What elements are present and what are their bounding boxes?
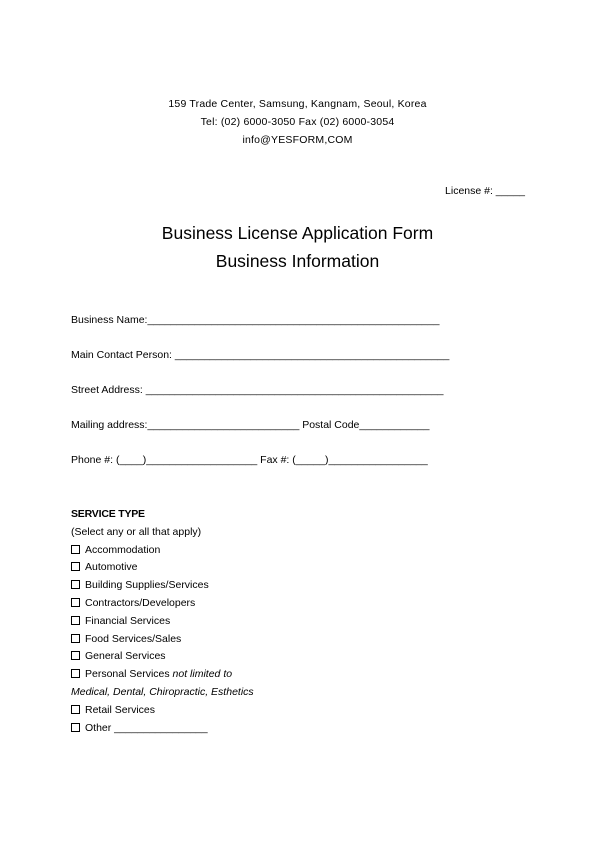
- service-option-retail[interactable]: [71, 702, 531, 720]
- license-number-field[interactable]: License #: _____: [445, 185, 525, 197]
- service-option[interactable]: [71, 595, 531, 613]
- service-option-label: Building Supplies/Services: [85, 579, 209, 592]
- business-name-field[interactable]: Business Name:__________________________________________________: [71, 314, 440, 326]
- street-address-field[interactable]: Street Address: ___________________________________________________: [71, 384, 444, 396]
- checkbox-icon[interactable]: [71, 598, 80, 607]
- service-option[interactable]: [71, 542, 531, 560]
- company-header: [0, 95, 595, 149]
- checkbox-icon[interactable]: [71, 580, 80, 589]
- service-option-label: Retail Services: [85, 703, 156, 716]
- checkbox-icon[interactable]: [71, 705, 80, 714]
- service-option-label: Automotive: [85, 561, 138, 574]
- business-info-fields: [71, 313, 531, 488]
- service-type-section: [71, 506, 531, 737]
- phone-fax-field[interactable]: Phone #: (____)___________________ Fax #: (_____)_________________: [71, 454, 428, 466]
- company-address: 159 Trade Center, Samsung, Kangnam, Seoul, Korea: [168, 98, 427, 110]
- service-option-label: General Services: [85, 650, 166, 663]
- service-option-label: Other ________________: [85, 721, 208, 734]
- form-title: [0, 219, 595, 275]
- checkbox-icon[interactable]: [71, 651, 80, 660]
- service-option-personal[interactable]: [71, 666, 531, 684]
- service-option-label: Food Services/Sales: [85, 632, 182, 645]
- service-option[interactable]: [71, 577, 531, 595]
- service-option-label: Contractors/Developers: [85, 596, 196, 609]
- company-phone-fax: Tel: (02) 6000-3050 Fax (02) 6000-3054: [200, 116, 395, 128]
- service-type-instruction: (Select any or all that apply): [71, 525, 202, 538]
- service-option-label: Accommodation: [85, 543, 161, 556]
- service-option-label: Financial Services: [85, 614, 171, 627]
- personal-services-note-line2: Medical, Dental, Chiropractic, Esthetics: [71, 685, 254, 698]
- company-email: info@YESFORM,COM: [242, 134, 353, 146]
- service-option[interactable]: [71, 631, 531, 649]
- personal-services-note: not limited to: [172, 668, 233, 681]
- service-option-label: Personal Services: [85, 668, 170, 681]
- checkbox-icon[interactable]: [71, 669, 80, 678]
- main-contact-field[interactable]: Main Contact Person: _______________________________________________: [71, 349, 450, 361]
- checkbox-icon[interactable]: [71, 562, 80, 571]
- mailing-address-field[interactable]: Mailing address:__________________________ Postal Code____________: [71, 419, 430, 431]
- checkbox-icon[interactable]: [71, 723, 80, 732]
- form-title-main: Business License Application Form: [161, 223, 434, 243]
- checkbox-icon[interactable]: [71, 545, 80, 554]
- form-title-sub: Business Information: [215, 251, 380, 271]
- service-type-heading: SERVICE TYPE: [71, 508, 145, 520]
- service-option[interactable]: [71, 648, 531, 666]
- service-option-other[interactable]: [71, 720, 531, 738]
- checkbox-icon[interactable]: [71, 616, 80, 625]
- service-option[interactable]: [71, 613, 531, 631]
- service-option[interactable]: [71, 559, 531, 577]
- checkbox-icon[interactable]: [71, 634, 80, 643]
